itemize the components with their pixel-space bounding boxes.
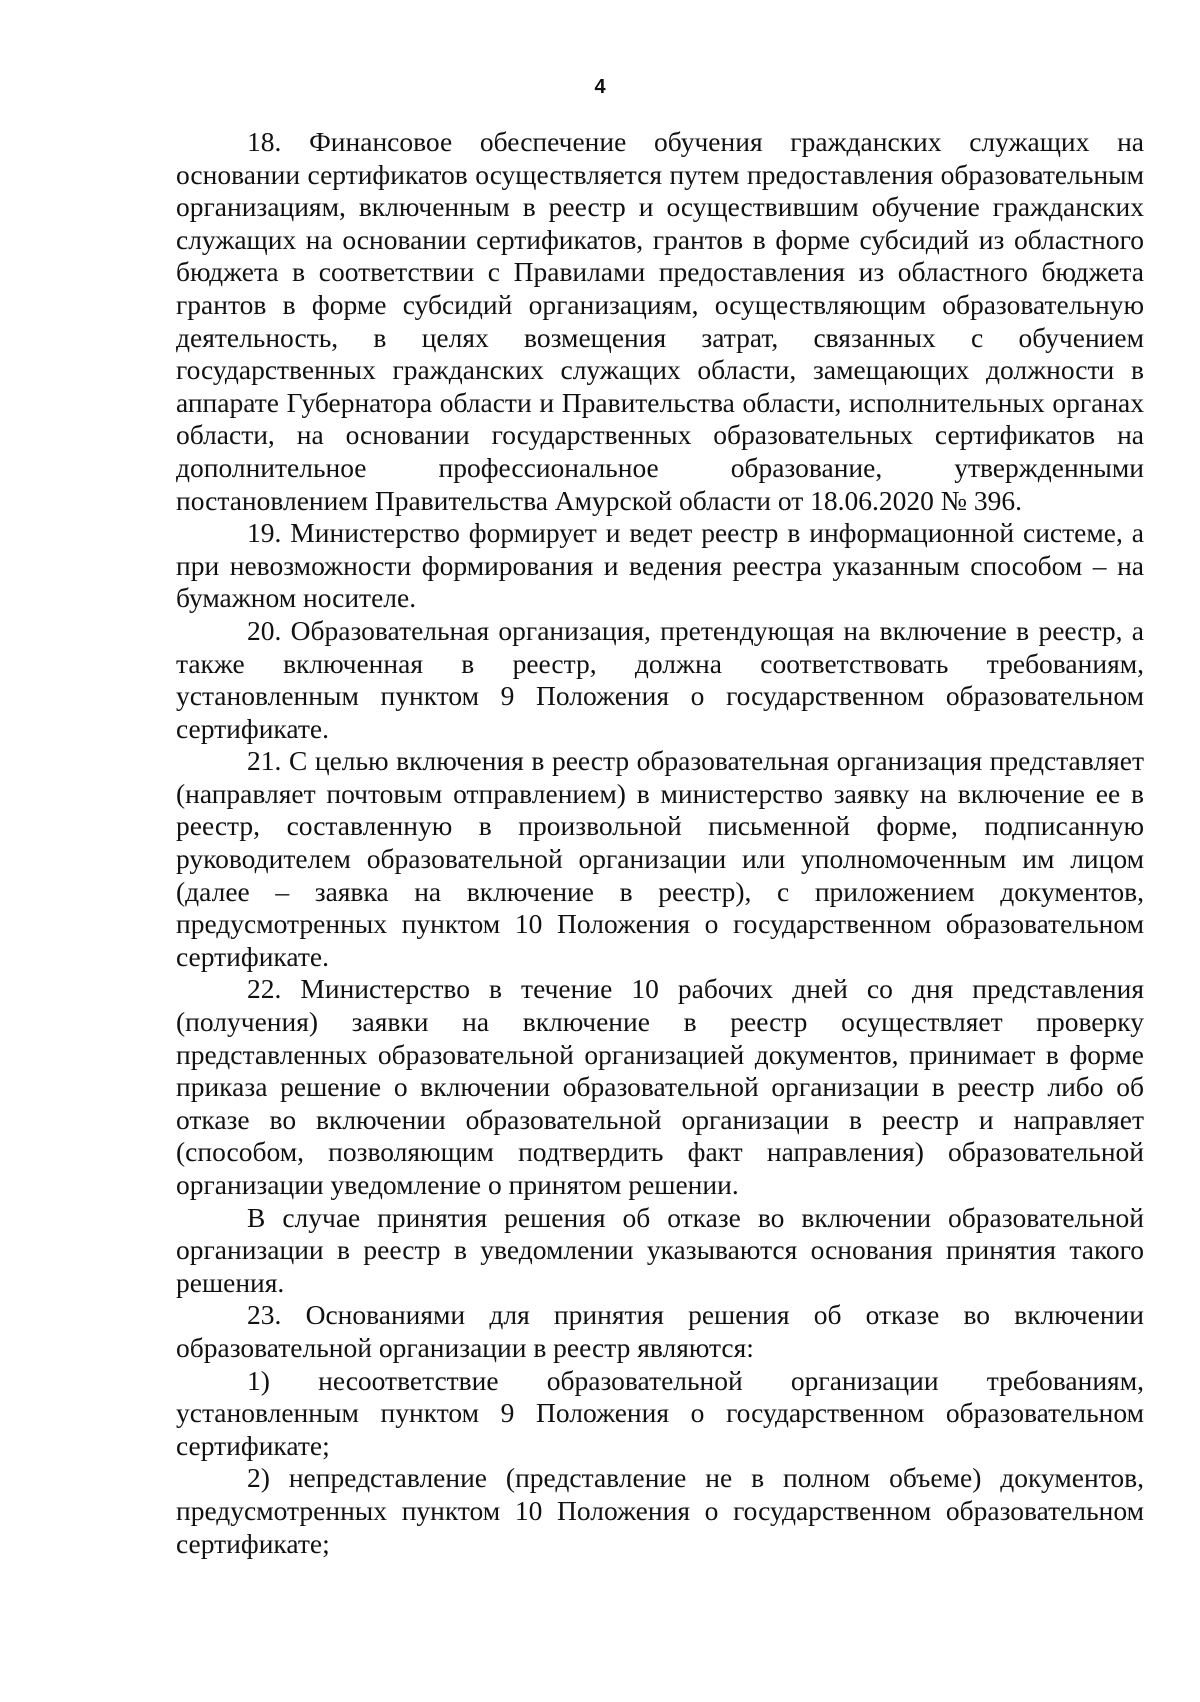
list-item-1: 1) несоответствие образовательной организации требованиям, установленным пунктом 9 Положения о государственном образовательном сертификате; (176, 1364, 1144, 1461)
paragraph-20: 20. Образовательная организация, претендующая на включение в реестр, а также включенная в реестр, должна соответствовать требованиям, установленным пунктом 9 Положения о государственном образовательном сертификате. (176, 614, 1144, 744)
paragraph-18: 18. Финансовое обеспечение обучения гражданских служащих на основании сертификатов осуществляется путем предоставления образовательным организациям, включенным в реестр и осуществившим обучение гражданских служащих на основании сертификатов, грантов в форме субсидий из областного бюджета в соответствии с Правилами предоставления из областного бюджета грантов в форме субсидий организациям, осуществляющим образовательную деятельность, в целях возмещения затрат, связанных с обучением государственных гражданских служащих области, замещающих должности в аппарате Губернатора области и Правительства области, исполнительных органах области, на основании государственных образовательных сертификатов на дополнительное профессиональное образование, утвержденными постановлением Правительства Амурской области от 18.06.2020 № 396. (176, 126, 1144, 516)
paragraph-21: 21. С целью включения в реестр образовательная организация представляет (направляет почтовым отправлением) в министерство заявку на включение ее в реестр, составленную в произвольной письменной форме, подписанную руководителем образовательной организации или уполномоченным им лицом (далее – заявка на включение в реестр), с приложением документов, предусмотренных пунктом 10 Положения о государственном образовательном сертификате. (176, 745, 1144, 972)
list-item-2: 2) непредставление (представление не в полном объеме) документов, предусмотренных пунктом 10 Положения о государственном образовательном сертификате; (176, 1462, 1144, 1559)
paragraph-22: 22. Министерство в течение 10 рабочих дней со дня представления (получения) заявки на включение в реестр осуществляет проверку представленных образовательной организацией документов, принимает в форме приказа решение о включении образовательной организации в реестр либо об отказе во включении образовательной организации в реестр и направляет (способом, позволяющим подтвердить факт направления) образовательной организации уведомление о принятом решении. (176, 973, 1144, 1200)
document-body (176, 126, 1144, 1560)
paragraph-23: 23. Основаниями для принятия решения об отказе во включении образовательной организации в реестр являются: (176, 1299, 1144, 1363)
page-number: 4 (594, 76, 606, 98)
paragraph-22-refusal-note: В случае принятия решения об отказе во включении образовательной организации в реестр в уведомлении указываются основания принятия такого решения. (176, 1201, 1144, 1298)
paragraph-19: 19. Министерство формирует и ведет реестр в информационной системе, а при невозможности формирования и ведения реестра указанным способом – на бумажном носителе. (176, 517, 1144, 614)
